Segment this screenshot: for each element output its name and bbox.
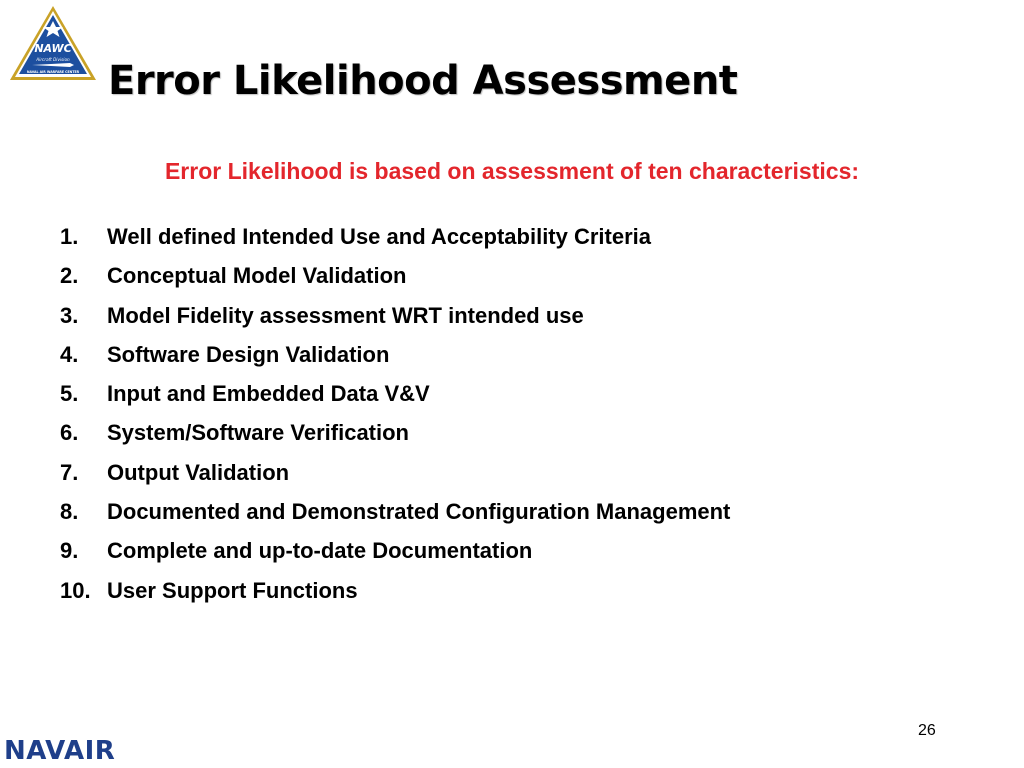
nawc-logo bbox=[8, 4, 98, 82]
nawc-triangle-logo-icon bbox=[8, 4, 98, 82]
list-item bbox=[60, 381, 730, 420]
navair-brand: NAVAIR bbox=[4, 736, 116, 766]
list-item-text: Model Fidelity assessment WRT intended use bbox=[107, 302, 584, 328]
list-item bbox=[60, 499, 730, 538]
list-item bbox=[60, 303, 730, 342]
list-item-number: 1. bbox=[60, 224, 79, 249]
slide-subtitle: Error Likelihood is based on assessment of ten characteristics: bbox=[164, 158, 860, 184]
list-item bbox=[60, 460, 730, 499]
list-item-number: 6. bbox=[60, 420, 79, 446]
list-item-text: Software Design Validation bbox=[107, 341, 390, 367]
list-item-number: 9. bbox=[60, 538, 79, 564]
list-item-number: 10. bbox=[60, 577, 91, 603]
characteristics-list bbox=[60, 224, 730, 617]
list-item-text: Well defined Intended Use and Acceptability Criteria bbox=[107, 224, 652, 249]
list-item-number: 8. bbox=[60, 499, 79, 525]
list-item-text: Complete and up-to-date Documentation bbox=[107, 538, 533, 564]
list-item-number: 7. bbox=[60, 459, 79, 485]
list-item-text: Output Validation bbox=[107, 459, 290, 485]
list-item bbox=[60, 342, 730, 381]
list-item bbox=[60, 420, 730, 459]
list-item-text: User Support Functions bbox=[107, 577, 358, 603]
list-item-number: 5. bbox=[60, 381, 79, 407]
list-item-number: 4. bbox=[60, 341, 79, 367]
list-item bbox=[60, 224, 730, 263]
logo-text-middle: Aircraft Division bbox=[36, 57, 70, 62]
list-item bbox=[60, 538, 730, 577]
list-item-number: 3. bbox=[60, 302, 79, 328]
list-item-text: Conceptual Model Validation bbox=[107, 263, 407, 289]
logo-text-top: NAWC bbox=[34, 42, 72, 55]
list-item bbox=[60, 578, 730, 617]
list-item-number: 2. bbox=[60, 263, 79, 289]
logo-text-bottom: NAVAL AIR WARFARE CENTER bbox=[26, 70, 80, 74]
list-item bbox=[60, 263, 730, 302]
page-number: 26 bbox=[918, 722, 936, 739]
slide-title: Error Likelihood Assessment bbox=[108, 58, 738, 104]
list-item-text: Input and Embedded Data V&V bbox=[107, 381, 430, 407]
list-item-text: System/Software Verification bbox=[107, 420, 409, 446]
list-item-text: Documented and Demonstrated Configuration Management bbox=[107, 499, 731, 525]
